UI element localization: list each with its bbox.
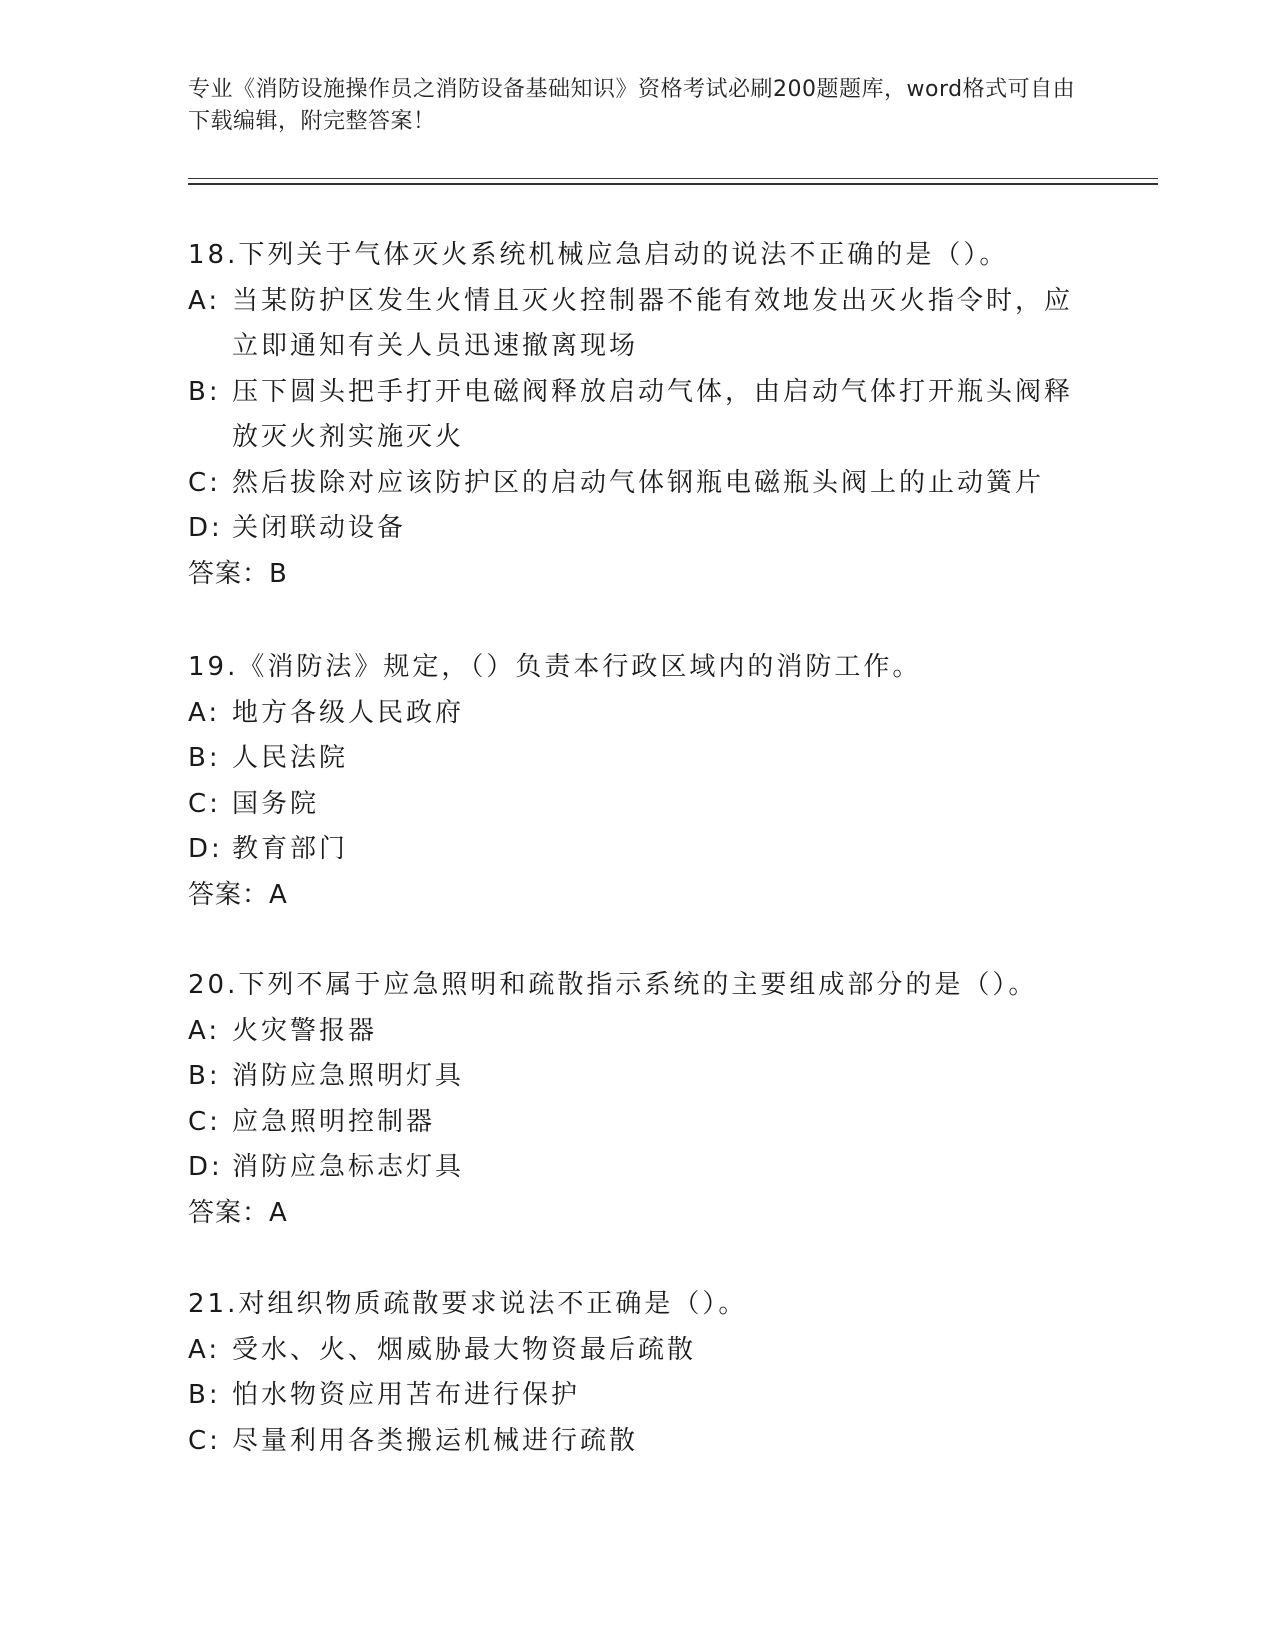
document-header: 专业《消防设施操作员之消防设备基础知识》资格考试必刷200题题库，word格式可自由下载编辑，附完整答案！	[188, 77, 1076, 134]
header-divider-thin	[188, 178, 1158, 179]
option-d	[188, 827, 1088, 873]
answer-label: 答案：	[188, 1197, 270, 1228]
option-text: 国务院	[232, 788, 320, 819]
option-b	[188, 1054, 1088, 1100]
option-text: 应急照明控制器	[232, 1106, 436, 1137]
option-text: 地方各级人民政府	[232, 697, 465, 728]
answer-line	[188, 1191, 1088, 1237]
header-divider-thick	[188, 183, 1158, 185]
option-c	[188, 461, 1088, 507]
option-key: D:	[188, 513, 223, 543]
option-key: A:	[188, 1015, 221, 1046]
option-key: C:	[188, 467, 221, 498]
question-stem: 19.《消防法》规定，（）负责本行政区域内的消防工作。	[188, 652, 922, 682]
answer-value: A	[269, 1197, 287, 1228]
option-c	[188, 782, 1088, 828]
option-text: 教育部门	[232, 834, 349, 864]
option-text: 当某防护区发生火情且灭火控制器不能有效地发出灭火指令时，应立即通知有关人员迅速撤离现场	[232, 285, 1074, 361]
option-key: C:	[188, 1425, 221, 1456]
option-a	[188, 1328, 1088, 1374]
answer-value: A	[269, 879, 287, 910]
option-key: B:	[188, 1380, 221, 1410]
option-text: 火灾警报器	[232, 1015, 378, 1046]
option-text: 尽量利用各类搬运机械进行疏散	[232, 1425, 639, 1456]
option-text: 受水、火、烟威胁最大物资最后疏散	[232, 1334, 697, 1365]
question-stem: 18.下列关于气体灭火系统机械应急启动的说法不正确的是（）。	[188, 240, 1009, 270]
option-key: D:	[188, 834, 223, 864]
option-key: C:	[188, 1106, 221, 1137]
answer-line	[188, 873, 1088, 919]
option-b	[188, 736, 1088, 782]
option-a	[188, 279, 1088, 370]
option-b	[188, 370, 1088, 461]
option-d	[188, 1145, 1088, 1191]
option-text: 消防应急照明灯具	[232, 1061, 465, 1091]
question-stem: 21.对组织物质疏散要求说法不正确是（）。	[188, 1289, 748, 1319]
answer-value: B	[269, 558, 287, 589]
answer-label: 答案：	[188, 558, 270, 589]
option-c	[188, 1100, 1088, 1146]
option-text: 人民法院	[232, 743, 349, 773]
option-a	[188, 1009, 1088, 1055]
question-stem: 20.下列不属于应急照明和疏散指示系统的主要组成部分的是（）。	[188, 970, 1038, 1000]
option-text: 压下圆头把手打开电磁阀释放启动气体，由启动气体打开瓶头阀释放灭火剂实施灭火	[232, 376, 1074, 452]
option-a	[188, 691, 1088, 737]
question-19	[188, 645, 1088, 918]
option-text: 怕水物资应用苫布进行保护	[232, 1380, 581, 1410]
option-key: B:	[188, 743, 221, 773]
question-20	[188, 963, 1088, 1236]
question-18	[188, 233, 1088, 597]
option-key: A:	[188, 697, 221, 728]
option-key: D:	[188, 1152, 223, 1182]
option-key: A:	[188, 285, 221, 316]
answer-label: 答案：	[188, 879, 270, 910]
option-key: B:	[188, 1061, 221, 1091]
option-text: 消防应急标志灯具	[232, 1152, 465, 1182]
option-key: A:	[188, 1334, 221, 1365]
option-text: 然后拔除对应该防护区的启动气体钢瓶电磁瓶头阀上的止动簧片	[232, 467, 1045, 498]
answer-line	[188, 552, 1088, 598]
option-b	[188, 1373, 1088, 1419]
option-key: C:	[188, 788, 221, 819]
option-c	[188, 1419, 1088, 1465]
option-d	[188, 506, 1088, 552]
option-text: 关闭联动设备	[232, 513, 407, 543]
question-21	[188, 1282, 1088, 1464]
option-key: B:	[188, 376, 221, 407]
